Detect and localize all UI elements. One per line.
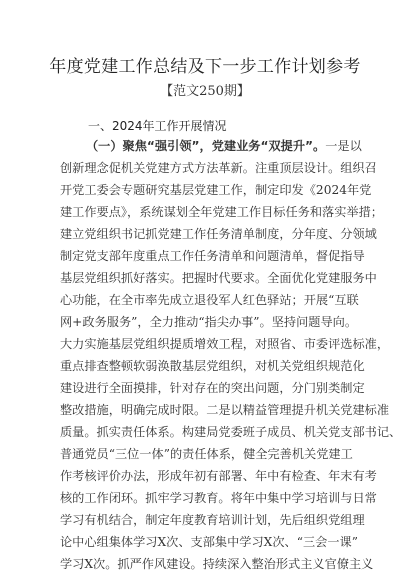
paragraph-line: 学习X次。抓严作风建设。持续深入整治形式主义官僚主义: [60, 557, 374, 571]
paragraph-line: 大力实施基层党组织提质增效工程，对照省、市委评选标准，: [60, 337, 390, 351]
paragraph-line: （一）聚焦“强引领”，党建业务“双提升”。一是以: [86, 139, 362, 153]
paragraph-line: 作考核评价办法，形成年初有部署、年中有检查、年末有考: [60, 469, 377, 483]
paragraph-line: 网+政务服务”，全力推动“指尖办事”。坚持问题导向。: [60, 315, 358, 329]
paragraph-line: 重点排查整顿软弱涣散基层党组织，对机关党组织规范化: [60, 359, 365, 373]
document-subtitle: 【范文250期】: [160, 84, 250, 99]
paragraph-line: 制定党支部年度重点工作任务清单和问题清单，督促指导: [60, 249, 365, 263]
paragraph-line: 论中心组集体学习X次、支部集中学习X次、“三会一课”: [60, 535, 358, 549]
subsection-heading: （一）聚焦“强引领”，党建业务“双提升”。: [86, 139, 326, 153]
paragraph-line: 建立党组织书记抓党建工作任务清单制度，分年度、分领域: [60, 227, 377, 241]
paragraph-line: 整改措施，明确完成时限。二是以精益管理提升机关党建标准: [60, 403, 390, 417]
paragraph-line: 普通党员“三位一体”的责任体系，健全完善机关党建工: [60, 447, 353, 461]
paragraph-line: 开党工委会专题研究基层党建工作，制定印发《2024年党: [60, 183, 372, 197]
paragraph-line: 质量。抓实责任体系。构建局党委班子成员、机关党支部书记、: [60, 425, 402, 439]
paragraph-line: 建工作要点》，系统谋划全年党建工作目标任务和落实举措；: [60, 205, 383, 219]
section-heading: 一、2024年工作开展情况: [88, 119, 227, 133]
paragraph-line: 建设进行全面摸排，针对存在的突出问题，分门别类制定: [60, 381, 365, 395]
paragraph-line: 学习有机结合，制定年度教育培训计划，先后组织党组理: [60, 513, 365, 527]
paragraph-line: 心功能，在全市率先成立退役军人红色驿站；开展“互联: [60, 293, 359, 307]
paragraph-line: 核的工作闭环。抓牢学习教育。将年中集中学习培训与日常: [60, 491, 377, 505]
body-text: [60, 135, 402, 575]
paragraph-line: 创新理念促机关党建方式方法革新。注重顶层设计。组织召: [60, 161, 377, 175]
document-title: 年度党建工作总结及下一步工作计划参考: [49, 57, 361, 77]
paragraph-line: 基层党组织抓好落实。把握时代要求。全面优化党建服务中: [60, 271, 377, 285]
